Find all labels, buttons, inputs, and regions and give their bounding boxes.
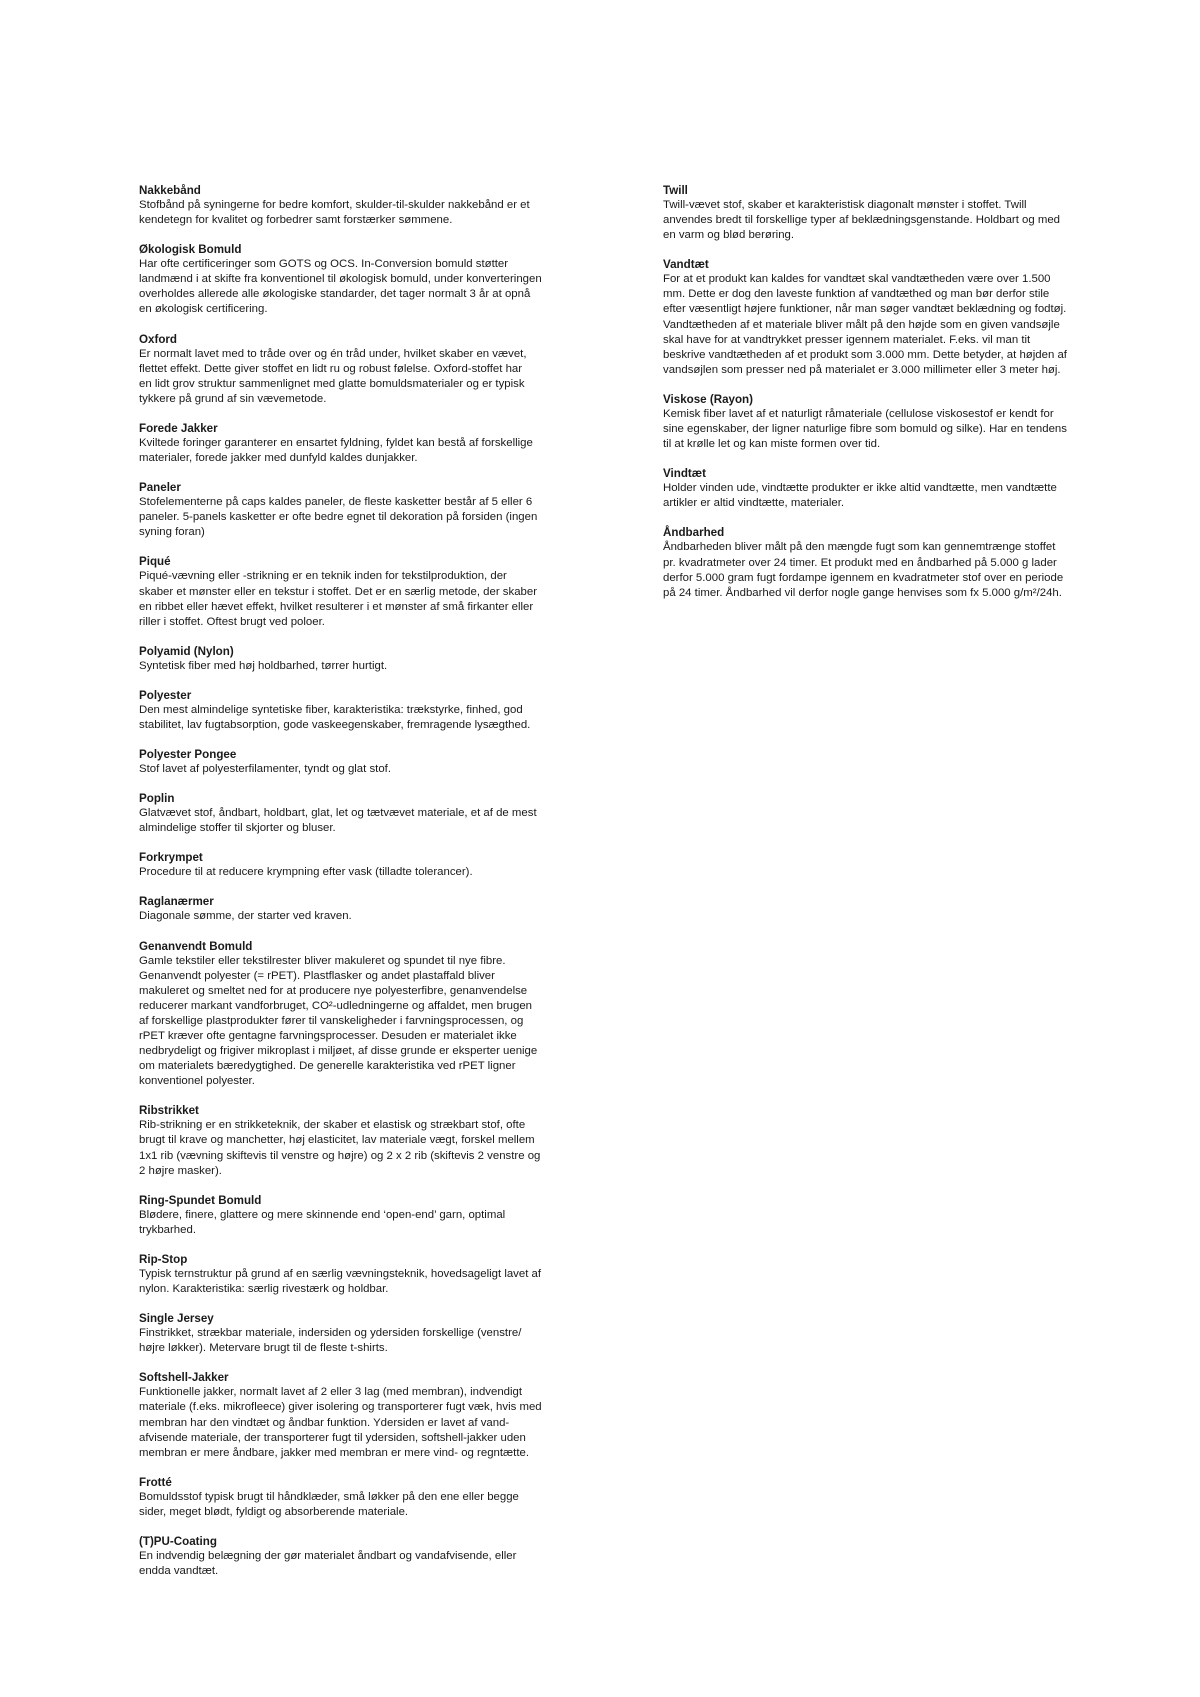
glossary-definition: Diagonale sømme, der starter ved kraven. xyxy=(139,910,352,923)
glossary-term: Vindtæt xyxy=(663,467,706,481)
glossary-entry xyxy=(139,242,577,317)
glossary-entry xyxy=(139,850,577,880)
glossary-term: Oxford xyxy=(139,332,178,346)
glossary-definition: Finstrikket, strækbar materiale, indersiden og ydersiden forskellige (venstre/ højre løkker). Metervare brugt til de fleste t-shirts. xyxy=(139,1327,522,1355)
glossary-definition: Gamle tekstiler eller tekstilrester bliver makuleret og spundet til nye fibre. Genanvendt polyester (= rPET). Plastflasker og andet plastaffald bliver makuleret og smeltet ned for at producere nye polyesterfibre, genanvendelse reducerer markant vandforbruget, CO²-udledningerne og affaldet, men brugen af forskellige plastprodukter fører til vanskeligheder i farvningsprocessen, og rPET kræver ofte gentagne farvningsprocesser. Desuden er materialet ikke nedbrydeligt og frigiver mikroplast i miljøet, af disse grunde er eksperter uenige om materialets bæredygtighed. De generelle karakteristika ved rPET ligner konventionel polyester. xyxy=(139,954,538,1088)
glossary-entry xyxy=(139,1103,577,1178)
glossary-entry xyxy=(139,183,577,228)
glossary-definition: Stofelementerne på caps kaldes paneler, de fleste kasketter består af 5 eller 6 paneler. 5-panels kasketter er ofte bedre egnet til dekoration på forsiden (ingen syning foran) xyxy=(139,496,538,539)
glossary-term: Softshell-Jakker xyxy=(139,1371,229,1385)
left-column xyxy=(139,183,577,1593)
glossary-term: Polyester Pongee xyxy=(139,748,237,762)
glossary-entry xyxy=(663,392,1101,452)
glossary-definition: Åndbarheden bliver målt på den mængde fugt som kan gennemtrænge stoffet pr. kvadratmeter over 24 timer. Et produkt med en åndbarhed på 5.000 g lader derfor 5.000 gram fugt fordampe igennem en kvadratmeter stof over en periode på 24 timer. Åndbarhed vil derfor nogle gange henvises som fx 5.000 g/m²/24h. xyxy=(663,541,1064,599)
glossary-entry xyxy=(139,1252,577,1297)
glossary-definition: Holder vinden ude, vindtætte produkter er ikke altid vandtætte, men vandtætte artikler er altid vindtætte, materialer. xyxy=(663,482,1057,510)
glossary-entry xyxy=(139,1370,577,1460)
glossary-entry xyxy=(139,1475,577,1520)
glossary-definition: For at et produkt kan kaldes for vandtæt skal vandtætheden være over 1.500 mm. Dette er dog den laveste funktion af vandtæthed og man bør derfor stile efter væsentligt højere funktioner, når man søger vandtæt beklædning og fodtøj. Vandtætheden af et materiale bliver målt på den højde som en given vandsøjle skal have for at vandtrykket presser igennem materialet. F.eks. vil man tit beskrive vandtætheden af et produkt som 3.000 mm. Dette betyder, at højden af vandsøjlen som presser ned på materialet er 3.000 millimeter eller 3 meter høj. xyxy=(663,273,1067,376)
glossary-entry xyxy=(139,688,577,733)
glossary-entry xyxy=(139,1534,577,1579)
glossary-definition: Kemisk fiber lavet af et naturligt råmateriale (cellulose viskosestof er kendt for sine egenskaber, der ligner naturlige fibre som bomuld og silke). Har en tendens til at krølle let og kan miste formen over tid. xyxy=(663,407,1067,451)
glossary-term: Paneler xyxy=(139,481,181,495)
glossary-entry xyxy=(139,421,577,466)
glossary-definition: Bomuldsstof typisk brugt til håndklæder, små løkker på den ene eller begge sider, meget blødt, fyldigt og absorberende materiale. xyxy=(139,1490,519,1518)
glossary-term: Økologisk Bomuld xyxy=(139,243,242,257)
glossary-term: Polyamid (Nylon) xyxy=(139,644,234,658)
glossary-entry xyxy=(139,1193,577,1238)
glossary-term: Poplin xyxy=(139,792,175,806)
glossary-definition: Har ofte certificeringer som GOTS og OCS. In-Conversion bomuld støtter landmænd i at skifte fra konventionel til økologisk bomuld, under konverteringen overholdes allerede alle økologiske standarder, det tager normalt 3 år at opnå en økologisk certificering. xyxy=(139,258,542,316)
glossary-entry xyxy=(663,525,1101,600)
glossary-definition: Procedure til at reducere krympning efter vask (tilladte tolerancer). xyxy=(139,866,473,879)
right-column xyxy=(663,183,1101,615)
glossary-entry xyxy=(663,183,1101,243)
glossary-term: Frotté xyxy=(139,1475,172,1489)
glossary-entry xyxy=(663,257,1101,378)
glossary-entry xyxy=(139,554,577,629)
glossary-term: Vandtæt xyxy=(663,258,709,272)
glossary-term: Forede Jakker xyxy=(139,421,218,435)
glossary-definition: Stofbånd på syningerne for bedre komfort, skulder-til-skulder nakkebånd er et kendetegn for kvalitet og forbedrer samt forstærker sømmene. xyxy=(139,199,530,227)
glossary-entry xyxy=(139,894,577,924)
glossary-term: Rip-Stop xyxy=(139,1252,188,1266)
glossary-definition: Typisk ternstruktur på grund af en særlig vævningsteknik, hovedsageligt lavet af nylon. Karakteristika: særlig rivestærk og holdbar. xyxy=(139,1267,542,1296)
glossary-entry xyxy=(139,644,577,674)
glossary-definition: Stof lavet af polyesterfilamenter, tyndt og glat stof. xyxy=(139,763,391,776)
glossary-term: Polyester xyxy=(139,688,192,702)
glossary-term: Ribstrikket xyxy=(139,1104,199,1118)
glossary-term: Nakkebånd xyxy=(139,184,201,197)
glossary-entry xyxy=(139,791,577,836)
glossary-entry xyxy=(139,1311,577,1356)
glossary-definition: Glatvævet stof, åndbart, holdbart, glat, let og tætvævet materiale, et af de mest almindelige stoffer til skjorter og bluser. xyxy=(139,807,537,835)
glossary-entry xyxy=(139,332,577,407)
glossary-term: Piqué xyxy=(139,555,171,569)
glossary-definition: Twill-vævet stof, skaber et karakteristisk diagonalt mønster i stoffet. Twill anvendes bredt til forskellige typer af beklædningsgenstande. Holdbart og med en varm og blød berøring. xyxy=(663,199,1061,242)
glossary-entry xyxy=(663,466,1101,511)
glossary-term: Forkrympet xyxy=(139,851,203,865)
glossary-term: Viskose (Rayon) xyxy=(663,392,753,406)
glossary-entry xyxy=(139,939,577,1090)
glossary-definition: Kviltede foringer garanterer en ensartet fyldning, fyldet kan bestå af forskellige materialer, forede jakker med dunfyld kaldes dunjakker. xyxy=(139,436,533,465)
glossary-term: Single Jersey xyxy=(139,1312,214,1326)
glossary-term: Twill xyxy=(663,184,688,197)
glossary-term: Genanvendt Bomuld xyxy=(139,939,253,953)
glossary-definition: Blødere, finere, glattere og mere skinnende end ‘open-end’ garn, optimal trykbarhed. xyxy=(139,1208,506,1236)
glossary-entry xyxy=(139,480,577,540)
glossary-definition: Er normalt lavet med to tråde over og én tråd under, hvilket skaber en vævet, flettet effekt. Dette giver stoffet en lidt ru og robust følelse. Oxford-stoffet har en lidt grov struktur sammenlignet med glatte bomuldsmaterialer og er typisk tykkere på grund af sin vævemetode. xyxy=(139,347,527,405)
glossary-definition: Den mest almindelige syntetiske fiber, karakteristika: trækstyrke, finhed, god stabilitet, lav fugtabsorption, gode vaskeegenskaber, fremragende lysægthed. xyxy=(139,703,531,731)
glossary-term: Raglanærmer xyxy=(139,895,214,909)
glossary-definition: Syntetisk fiber med høj holdbarhed, tørrer hurtigt. xyxy=(139,659,388,672)
glossary-entry xyxy=(139,747,577,777)
glossary-definition: Piqué-vævning eller -strikning er en teknik inden for tekstilproduktion, der skaber et mønster eller en tekstur i stoffet. Det er en særlig metode, der skaber en ribbet eller hævet effekt, hvilket resulterer i et mønster af små firkanter eller riller i stoffet. Oftest brugt ved poloer. xyxy=(139,570,537,628)
glossary-term: (T)PU-Coating xyxy=(139,1534,217,1548)
glossary-definition: En indvendig belægning der gør materialet åndbart og vandafvisende, eller endda vandtæt. xyxy=(139,1549,517,1578)
glossary-definition: Rib-strikning er en strikketeknik, der skaber et elastisk og strækbart stof, ofte brugt til krave og manchetter, høj elasticitet, lav materiale vægt, forskel mellem 1x1 rib (vævning skiftevis til venstre og højre) og 2 x 2 rib (skiftevis 2 venstre og 2 højre masker). xyxy=(139,1119,541,1177)
glossary-term: Ring-Spundet Bomuld xyxy=(139,1193,262,1207)
glossary-term: Åndbarhed xyxy=(663,526,725,540)
glossary-definition: Funktionelle jakker, normalt lavet af 2 eller 3 lag (med membran), indvendigt materiale (f.eks. mikrofleece) giver isolering og transporterer fugt væk, hvis med membran har den vindtæt og åndbar funktion. Ydersiden er lavet af vand- afvisende materiale, der transporterer fugt til ydersiden, softshell-jakker uden membran er mere åndbare, jakker med membran er mere vind- og regntætte. xyxy=(139,1386,542,1459)
